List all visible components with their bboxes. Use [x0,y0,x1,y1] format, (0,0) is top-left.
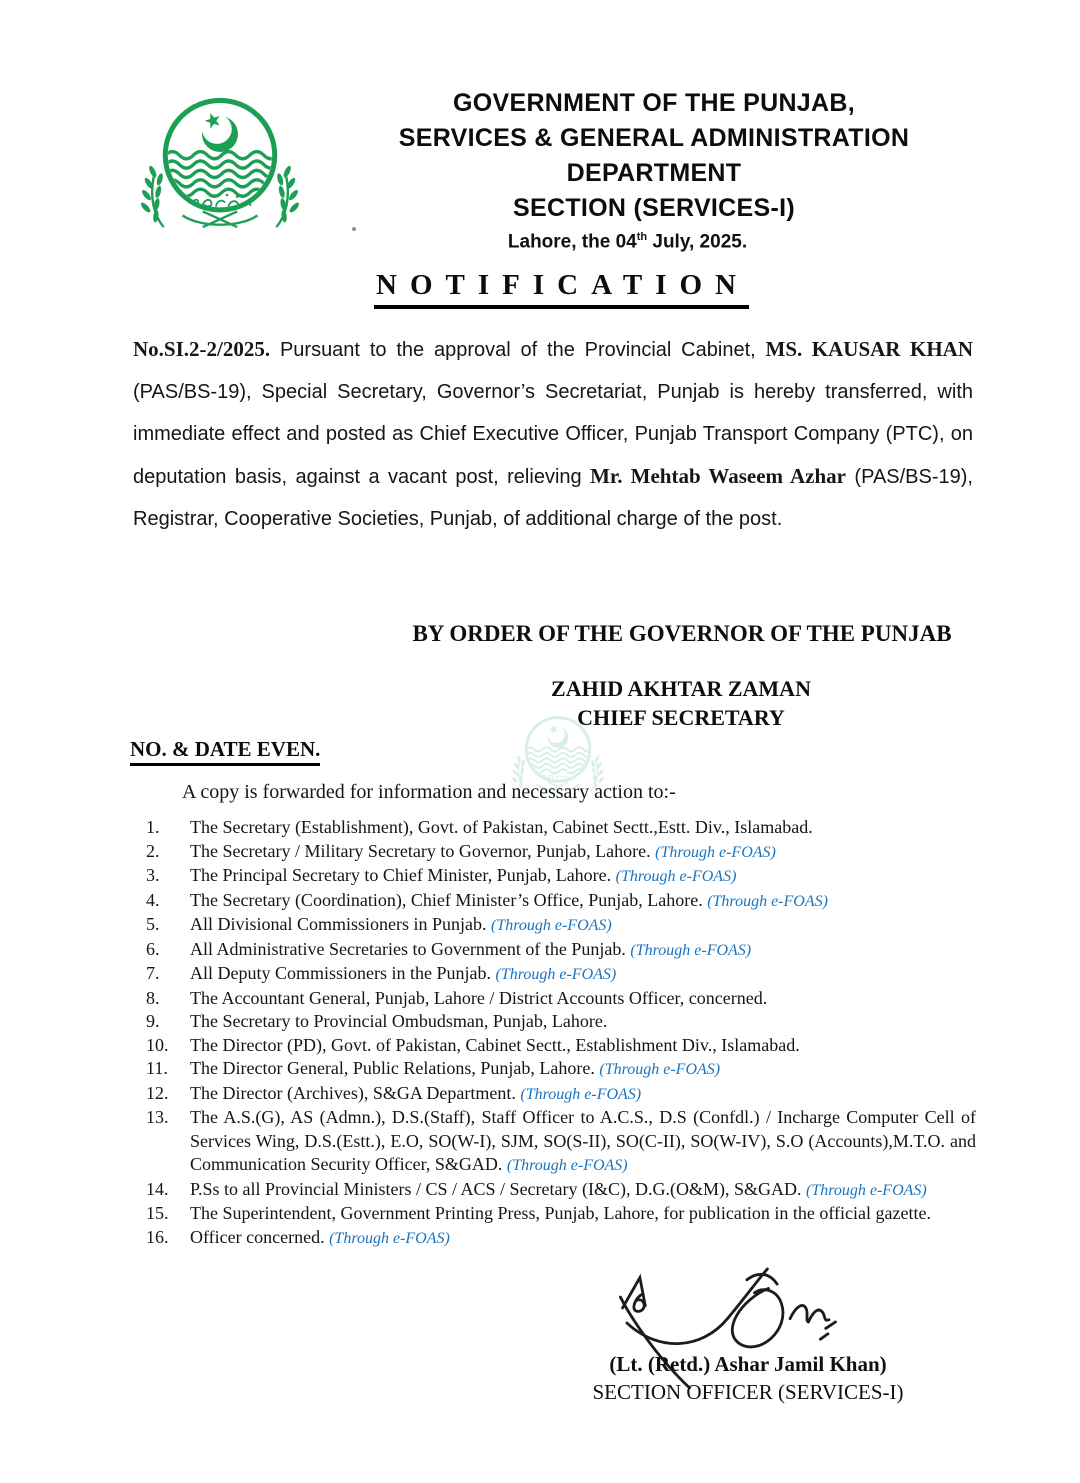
recipient-text: The Director General, Public Relations, Punjab, Lahore. (Through e-FOAS) [190,1058,721,1078]
recipient-number: 5. [146,914,160,934]
body-segment: Pursuant to the approval of the Provincial Cabinet, [270,339,766,361]
letterhead-line-4: SECTION (SERVICES-I) [513,194,795,222]
recipient-text: The Accountant General, Punjab, Lahore / District Accounts Officer, concerned. [190,987,768,1008]
recipient-number: 8. [146,987,160,1008]
through-efoas-tag: (Through e-FOAS) [615,868,737,885]
recipient-text: The Principal Secretary to Chief Minister, Punjab, Lahore. (Through e-FOAS) [190,865,737,885]
notification-title [374,269,749,309]
date-ordinal: th [636,231,648,243]
recipient-text: All Deputy Commissioners in the Punjab. (Through e-FOAS) [190,963,617,983]
through-efoas-tag: (Through e-FOAS) [630,941,752,959]
section-officer-block [553,1350,943,1406]
through-efoas-tag: (Through e-FOAS) [329,1229,450,1247]
through-efoas-tag: (Through e-FOAS) [707,892,828,910]
recipient-number: 10. [146,1034,169,1055]
recipient-text: The Director (Archives), S&GA Department. (Through e-FOAS) [190,1082,642,1103]
recipient-row [146,864,976,889]
recipients-list [146,816,976,1250]
recipient-row [146,840,976,865]
recipient-number: 1. [146,817,160,837]
recipient-number: 14. [146,1178,169,1199]
letterhead-line-1: GOVERNMENT OF THE PUNJAB, [453,89,855,117]
recipient-text: The Director (PD), Govt. of Pakistan, Cabinet Sectt., Establishment Div., Islamabad. [190,1034,800,1055]
recipient-text: The Secretary (Establishment), Govt. of Pakistan, Cabinet Sectt.,Estt. Div., Islamabad. [190,817,813,837]
recipient-text: All Administrative Secretaries to Government of the Punjab. (Through e-FOAS) [190,938,752,959]
through-efoas-tag: (Through e-FOAS) [599,1061,721,1078]
recipient-row [146,1082,976,1107]
body-segment: Mr. Mehtab Waseem Azhar [590,464,846,488]
recipient-number: 6. [146,938,160,959]
punjab-government-crest-logo [134,92,306,234]
body-paragraph [133,328,973,540]
through-efoas-tag: (Through e-FOAS) [520,1085,642,1103]
ref-heading [130,737,320,766]
signatory-name: ZAHID AKHTAR ZAMAN [551,676,811,701]
letterhead-line-2: SERVICES & GENERAL ADMINISTRATION [398,124,910,152]
body-segment: MS. KAUSAR KHAN [765,337,973,361]
through-efoas-tag: (Through e-FOAS) [655,843,776,861]
recipient-number: 3. [146,865,160,885]
body-segment: No.SI.2-2/2025. [133,337,271,361]
notification-title-text: NOTIFICATION [374,269,749,309]
recipient-row [146,962,976,987]
through-efoas-tag: (Through e-FOAS) [506,1157,628,1174]
recipient-number: 11. [146,1058,168,1078]
section-officer-name: (Lt. (Retd.) Ashar Jamil Khan) [609,1352,887,1376]
recipient-text: Officer concerned. (Through e-FOAS) [190,1226,450,1247]
signatory-title: CHIEF SECRETARY [577,705,785,730]
recipient-row [146,1106,976,1178]
recipient-row [146,1034,976,1058]
scan-speck [352,227,356,231]
recipient-number: 15. [146,1203,169,1223]
recipient-row [146,816,976,840]
section-officer-title: SECTION OFFICER (SERVICES-I) [592,1380,904,1404]
recipient-number: 16. [146,1226,169,1247]
recipient-row [146,1178,976,1203]
copy-forward-line: A copy is forwarded for information and necessary action to:- [182,781,676,803]
recipient-number: 12. [146,1082,169,1103]
letterhead-line-3: DEPARTMENT [566,159,742,187]
recipient-number: 2. [146,840,160,861]
date-line [380,231,875,253]
recipient-text: The Superintendent, Government Printing Press, Punjab, Lahore, for publication in the official gazette. [190,1203,931,1223]
recipient-number: 9. [146,1011,160,1031]
body-segment: (PAS/BS-19), Special Secretary, Governor’s Secretariat, Punjab is hereby transferred, with immediate effect and posted as Chief Executive Officer, Punjab Transport Company (PTC), on deputation basis, against a vacant post, relieving [133,381,973,488]
recipient-row [146,938,976,963]
recipient-text: P.Ss to all Provincial Ministers / CS / ACS / Secretary (I&C), D.G.(O&M), S&GAD. (Through e-FOAS) [190,1178,927,1199]
through-efoas-tag: (Through e-FOAS) [806,1181,927,1199]
date-prefix: Lahore, the 04 [507,231,637,253]
letterhead [378,86,930,226]
recipient-text: The A.S.(G), AS (Admn.), D.S.(Staff), Staff Officer to A.C.S., D.S (Confdl.) / Incharge Computer Cell of Services Wing, D.S.(Estt.), E.O, SO(W-I), SJM, SO(S-II), SO(C-II), SO(W-IV), S.O (Accounts),M.T.O. and Communication Security Officer, S&GAD. (Through e-FOAS) [190,1107,976,1174]
recipient-row [146,1226,976,1251]
body-segment: (PAS/BS-19), Registrar, Cooperative Societies, Punjab, of additional charge of the post. [133,466,973,530]
ref-heading-text: NO. & DATE EVEN. [130,737,320,766]
date-suffix: July, 2025. [647,231,748,253]
recipient-number: 7. [146,963,160,983]
recipient-number: 4. [146,889,160,910]
recipient-row [146,1202,976,1226]
through-efoas-tag: (Through e-FOAS) [491,917,612,934]
recipient-row [146,1057,976,1082]
recipient-text: The Secretary / Military Secretary to Governor, Punjab, Lahore. (Through e-FOAS) [190,840,776,861]
recipient-row [146,987,976,1011]
recipient-text: The Secretary to Provincial Ombudsman, Punjab, Lahore. [190,1011,608,1031]
through-efoas-tag: (Through e-FOAS) [495,966,617,983]
recipient-row [146,889,976,914]
recipient-text: All Divisional Commissioners in Punjab. (Through e-FOAS) [190,914,612,934]
recipient-text: The Secretary (Coordination), Chief Minister’s Office, Punjab, Lahore. (Through e-FOAS) [190,889,828,910]
recipient-number: 13. [146,1107,169,1127]
recipient-row [146,1010,976,1034]
recipient-row [146,913,976,938]
by-order-line: BY ORDER OF THE GOVERNOR OF THE PUNJAB [412,621,952,646]
